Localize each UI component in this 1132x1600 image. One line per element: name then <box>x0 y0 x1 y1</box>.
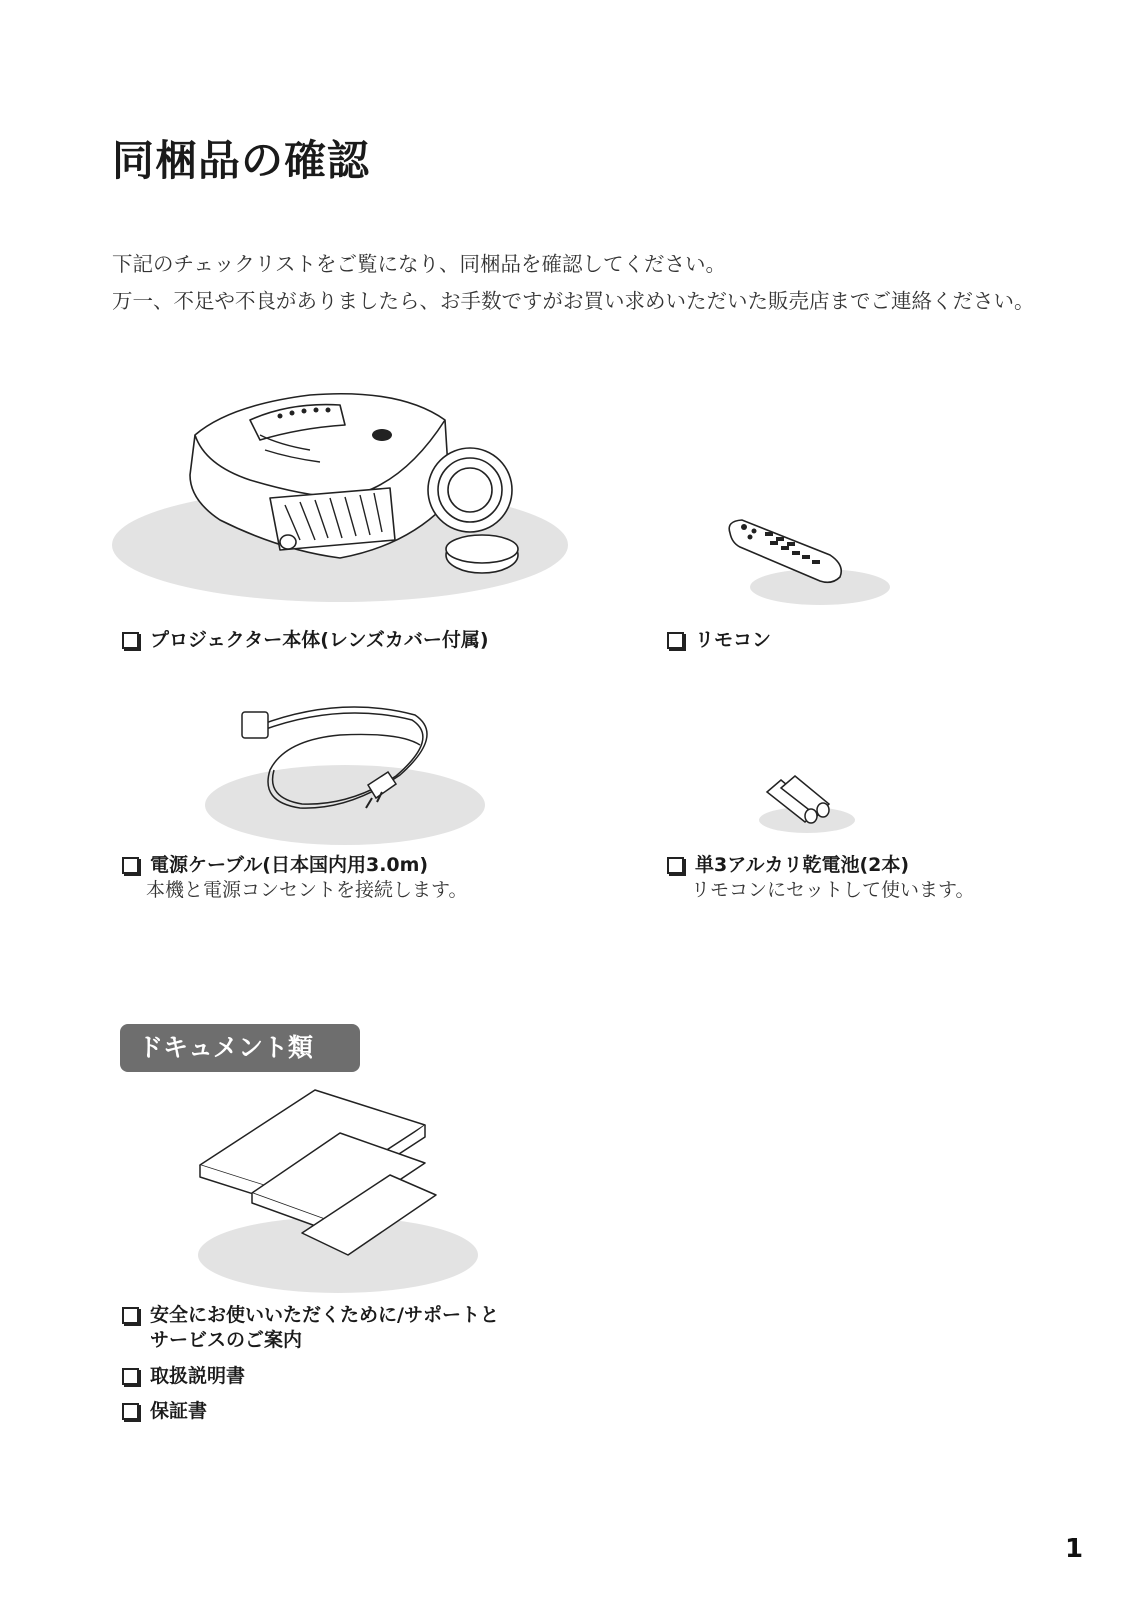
intro-text <box>112 250 1062 324</box>
item-description: リモコンにセットして使います。 <box>691 879 975 901</box>
checkbox-icon[interactable] <box>122 857 139 874</box>
battery-illustration <box>755 770 865 835</box>
checkbox-icon[interactable] <box>667 632 684 649</box>
item-label: 電源ケーブル(日本国内用3.0m) <box>150 854 429 876</box>
projector-item <box>120 628 489 653</box>
item-label: 安全にお使いいただくために/サポートと <box>150 1304 499 1326</box>
item-label: サービスのご案内 <box>150 1329 303 1351</box>
checkbox-icon[interactable] <box>122 632 139 649</box>
checkbox-icon[interactable] <box>122 1403 139 1420</box>
projector-illustration <box>110 380 580 605</box>
item-label: プロジェクター本体(レンズカバー付属) <box>150 629 489 651</box>
item-label: リモコン <box>695 629 772 651</box>
item-label: 単3アルカリ乾電池(2本) <box>695 854 910 876</box>
item-label: 取扱説明書 <box>150 1365 246 1387</box>
documents-illustration <box>190 1085 480 1295</box>
page-title: 同梱品の確認 <box>112 136 371 185</box>
remote-item <box>665 628 771 653</box>
checkbox-icon[interactable] <box>122 1368 139 1385</box>
item-description: 本機と電源コンセントを接続します。 <box>146 879 468 901</box>
document-item-2 <box>120 1364 245 1389</box>
batteries-item <box>665 853 974 903</box>
page-number: 1 <box>1065 1534 1084 1564</box>
checkbox-icon[interactable] <box>122 1307 139 1324</box>
remote-control-illustration <box>720 515 900 610</box>
section-tab-documents: ドキュメント類 <box>120 1024 360 1072</box>
document-item-3 <box>120 1399 207 1424</box>
item-label: 保証書 <box>150 1400 208 1422</box>
power-cable-item <box>120 853 467 903</box>
power-cable-illustration <box>200 690 490 850</box>
intro-line-1: 下記のチェックリストをご覧になり、同梱品を確認してください。 <box>112 252 726 276</box>
document-item-1 <box>120 1303 499 1353</box>
intro-line-2: 万一、不足や不良がありましたら、お手数ですがお買い求めいただいた販売店までご連絡ください。 <box>112 289 1035 313</box>
checkbox-icon[interactable] <box>667 857 684 874</box>
